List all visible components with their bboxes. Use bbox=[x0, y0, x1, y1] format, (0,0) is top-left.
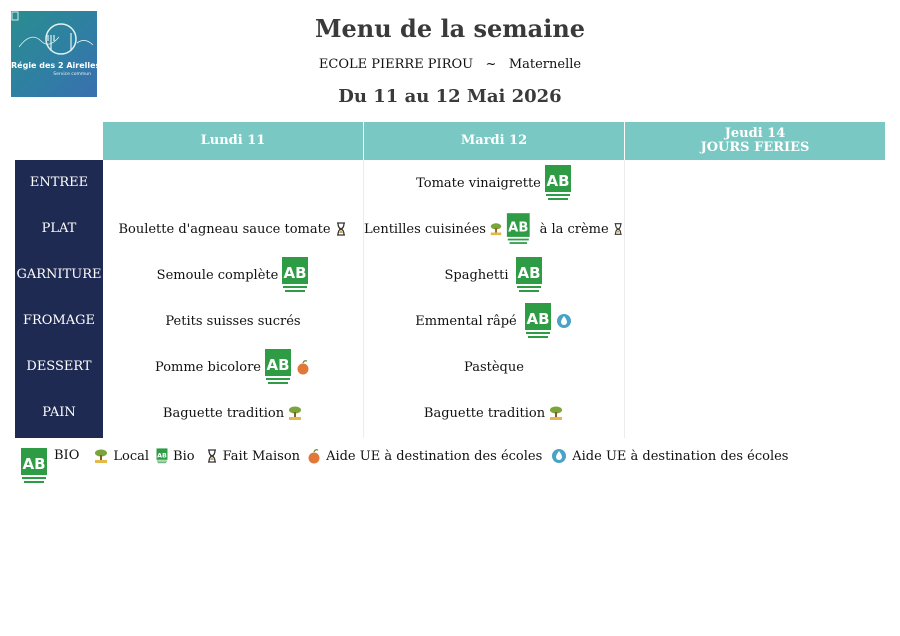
dish: Baguette tradition bbox=[162, 405, 285, 421]
cell-mardi-dessert bbox=[364, 344, 624, 390]
milk-drop-icon bbox=[555, 312, 573, 330]
svg-text:AB: AB bbox=[266, 356, 290, 374]
day-label: Mardi 12 bbox=[460, 133, 528, 148]
dish: Emmental râpé bbox=[415, 313, 517, 329]
legend-label: Aide UE à destination des écoles bbox=[326, 448, 543, 464]
ab-bio-logo-icon bbox=[20, 446, 48, 486]
hourglass-icon bbox=[612, 221, 624, 237]
ab-bio-logo-icon bbox=[515, 256, 543, 294]
cell-lundi-pain bbox=[103, 390, 363, 436]
local-tree-icon bbox=[489, 221, 503, 237]
dish: Semoule complète bbox=[156, 267, 279, 283]
cell-mardi-plat bbox=[364, 206, 624, 252]
svg-text:AB: AB bbox=[157, 452, 167, 460]
day-label: Jeudi 14 bbox=[724, 126, 786, 141]
legend-label: Local bbox=[113, 448, 150, 464]
row-label-fromage: FROMAGE bbox=[22, 313, 96, 328]
row-label-pain: PAIN bbox=[42, 405, 76, 420]
ab-bio-logo-icon bbox=[544, 164, 572, 202]
dish: Baguette tradition bbox=[423, 405, 546, 421]
cell-lundi-dessert bbox=[103, 344, 363, 390]
svg-text:AB: AB bbox=[22, 455, 46, 473]
legend-label: Bio bbox=[173, 448, 195, 464]
dish: Spaghetti bbox=[444, 267, 509, 283]
row-label-garniture: GARNITURE bbox=[16, 267, 102, 282]
legend-label: Aide UE à destination des écoles bbox=[572, 448, 789, 464]
local-tree-icon bbox=[287, 405, 303, 421]
svg-text:AB: AB bbox=[526, 310, 550, 328]
logo-name: Régie des 2 Airelles bbox=[11, 61, 101, 70]
school-name: ECOLE PIERRE PIROU bbox=[318, 57, 474, 72]
row-labels bbox=[15, 160, 103, 438]
legend-aide-ue-fruit bbox=[306, 446, 542, 466]
svg-text:AB: AB bbox=[546, 172, 570, 190]
page-title: Menu de la semaine bbox=[314, 14, 586, 43]
cell-lundi-garniture bbox=[103, 252, 363, 298]
dish: à la crème bbox=[539, 221, 609, 237]
legend-aide-ue-lait bbox=[550, 446, 788, 466]
cell-mardi-pain bbox=[364, 390, 624, 436]
row-label-plat: PLAT bbox=[41, 221, 77, 236]
svg-text:AB: AB bbox=[517, 264, 542, 282]
dish: Pomme bicolore bbox=[154, 359, 261, 375]
row-label-dessert: DESSERT bbox=[26, 359, 92, 374]
apple-icon bbox=[295, 359, 311, 375]
day-header-mardi bbox=[364, 122, 624, 160]
ab-bio-logo-icon bbox=[264, 348, 292, 386]
svg-text:AB: AB bbox=[283, 264, 307, 282]
column-divider bbox=[624, 160, 625, 438]
legend-fait-maison bbox=[205, 446, 301, 466]
hourglass-icon bbox=[334, 221, 348, 237]
ab-bio-logo-icon bbox=[155, 448, 169, 464]
day-note: JOURS FERIES bbox=[700, 140, 810, 155]
logo-subtitle: Service commun bbox=[53, 72, 91, 77]
separator: ~ bbox=[485, 57, 497, 72]
dish: Pastèque bbox=[464, 359, 524, 375]
legend-local bbox=[93, 446, 149, 466]
date-range: Du 11 au 12 Mai 2026 bbox=[338, 86, 562, 107]
dish: Petits suisses sucrés bbox=[165, 313, 301, 329]
legend-bio bbox=[20, 446, 79, 486]
school-line bbox=[0, 57, 900, 72]
local-tree-icon bbox=[93, 448, 109, 464]
cell-mardi-garniture bbox=[364, 252, 624, 298]
ab-bio-logo-icon bbox=[524, 302, 552, 340]
local-tree-icon bbox=[548, 405, 564, 421]
cell-lundi-entree bbox=[103, 160, 363, 206]
hourglass-icon bbox=[205, 448, 219, 464]
cell-lundi-fromage bbox=[103, 298, 363, 344]
svg-text:AB: AB bbox=[508, 220, 529, 236]
day-header-jeudi bbox=[625, 122, 885, 160]
legend-bio-small bbox=[155, 446, 195, 466]
school-level: Maternelle bbox=[508, 57, 582, 72]
legend-label: Fait Maison bbox=[222, 448, 301, 464]
apple-icon bbox=[306, 448, 322, 464]
row-label-entree: ENTREE bbox=[29, 175, 89, 190]
dish: Lentilles cuisinées bbox=[364, 221, 486, 237]
day-label: Lundi 11 bbox=[200, 133, 266, 148]
ab-bio-logo-icon bbox=[281, 256, 309, 294]
legend bbox=[20, 446, 794, 486]
legend-label: BIO bbox=[54, 448, 80, 463]
milk-drop-icon bbox=[550, 447, 568, 465]
dish: Tomate vinaigrette bbox=[416, 175, 541, 191]
day-header-lundi bbox=[103, 122, 363, 160]
cell-mardi-entree bbox=[364, 160, 624, 206]
ab-bio-logo-icon bbox=[506, 210, 531, 248]
cell-mardi-fromage bbox=[364, 298, 624, 344]
dish: Boulette d'agneau sauce tomate bbox=[118, 221, 331, 237]
cell-lundi-plat bbox=[103, 206, 363, 252]
